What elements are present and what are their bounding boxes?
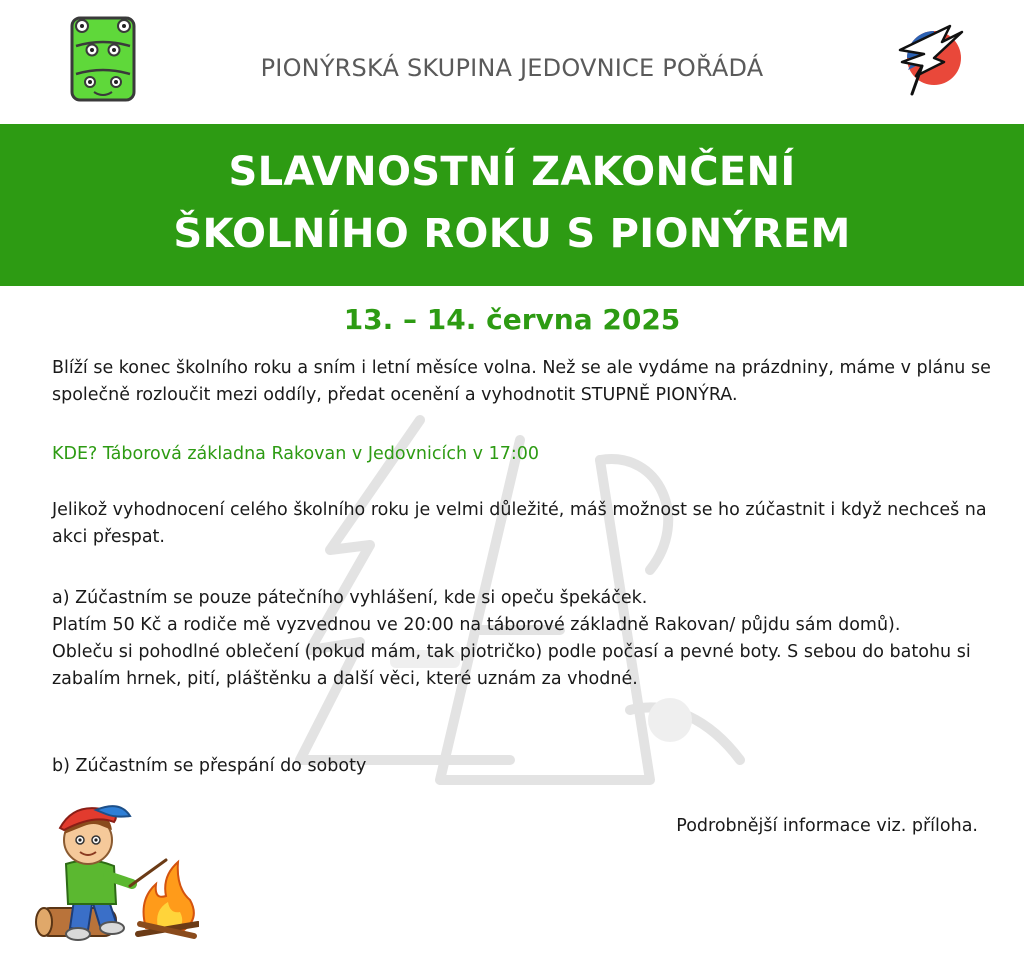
more-info-note: Podrobnější informace viz. příloha.	[676, 816, 978, 836]
boy-campfire-icon	[34, 800, 199, 950]
intro-paragraph: Blíží se konec školního roku a sním i letní měsíce volna. Než se ale vydáme na prázdniny, máme v plánu se společně rozloučit mezi oddíly, předat ocenění a vyhodnotit STUPNĚ PIONÝRA.	[52, 358, 991, 405]
title-banner	[0, 124, 1024, 286]
event-title-line-2: ŠKOLNÍHO ROKU S PIONÝREM	[173, 211, 851, 257]
option-a-title: a) Zúčastním se pouze pátečního vyhlášení, kde si opeču špekáček.	[52, 588, 648, 608]
attendance-note: Jelikož vyhodnocení celého školního roku je velmi důležité, máš možnost se ho zúčastnit i když nechceš na akci přespat.	[52, 500, 987, 547]
option-b-line: b) Zúčastním se přespání do soboty	[52, 756, 367, 776]
option-a-fee: Platím 50 Kč a rodiče mě vyzvednou ve 20:00 na táborové základně Rakovan/ půjdu sám domů).	[52, 615, 901, 635]
option-a-block	[52, 585, 992, 693]
event-title-line-1: SLAVNOSTNÍ ZAKONČENÍ	[228, 149, 796, 195]
location-line: KDE? Táborová základna Rakovan v Jedovnicích v 17:00	[52, 444, 540, 464]
option-a-clothes: Obleču si pohodlné oblečení (pokud mám, tak piotričko) podle počasí a pevné boty. S sebou do batohu si zabalím hrnek, pití, pláštěnku a další věci, které uznám za vhodné.	[52, 642, 971, 689]
organizer-heading: PIONÝRSKÁ SKUPINA JEDOVNICE POŘÁDÁ	[260, 54, 764, 82]
event-date: 13. – 14. června 2025	[343, 303, 681, 336]
